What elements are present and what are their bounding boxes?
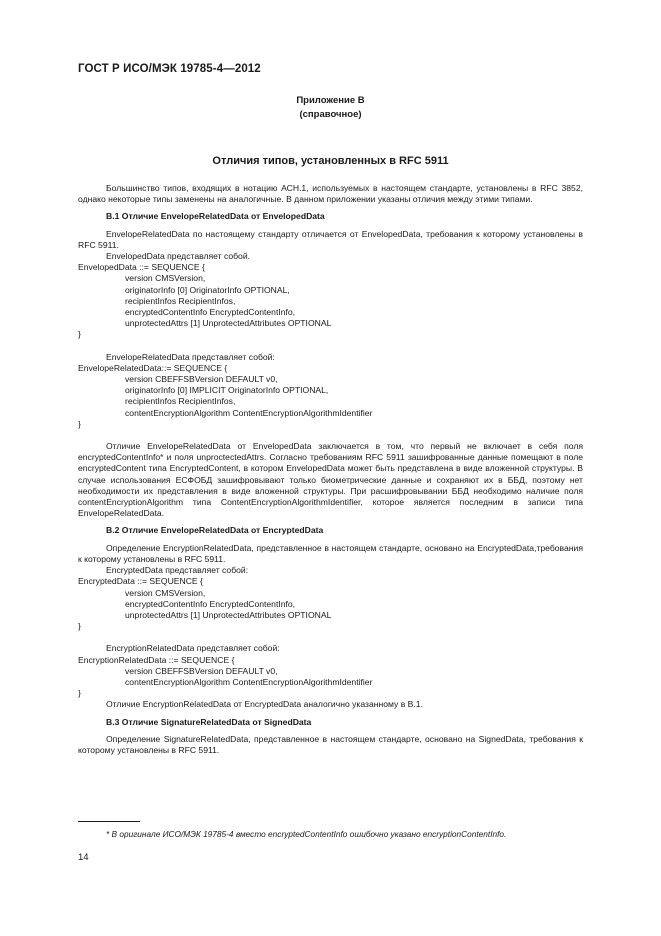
code-line: version CMSVersion, bbox=[125, 587, 206, 598]
page-number: 14 bbox=[78, 852, 89, 863]
code-line: unprotectedAttrs [1] UnprotectedAttributes OPTIONAL bbox=[125, 609, 332, 620]
intro-paragraph: Большинство типов, входящих в нотацию АСН.1, используемых в настоящем стандарте, установлены в RFC 3852, однако некоторые типы заменены на аналогичные. В данном приложении указаны отличия между этими типами. bbox=[78, 183, 583, 205]
b2-code-block-2 bbox=[78, 655, 583, 700]
section-b1-heading: B.1 Отличие EnvelopeRelatedData от EnvelopedData bbox=[106, 211, 325, 222]
standard-header: ГОСТ Р ИСО/МЭК 19785-4—2012 bbox=[78, 63, 261, 75]
b2-code-block-1 bbox=[78, 576, 583, 632]
b1-paragraph-2: EnvelopedData представляет собой. bbox=[106, 251, 251, 262]
code-open: EnvelopeRelatedData::= SEQUENCE { bbox=[78, 362, 228, 373]
annex-title: Отличия типов, установленных в RFC 5911 bbox=[212, 155, 449, 167]
code-line: recipientInfos RecipientInfos, bbox=[125, 295, 236, 306]
b2-paragraph-4: Отличие EncryptionRelatedData от EncryptedData аналогично указанному в B.1. bbox=[106, 699, 423, 710]
code-open: EncryptionRelatedData ::= SEQUENCE { bbox=[78, 654, 235, 665]
b2-paragraph-3: EncryptionRelatedData представляет собой: bbox=[106, 643, 280, 654]
b2-paragraph-1: Определение EncryptionRelatedData, представленное в настоящем стандарте, основано на EncryptedData,требования к которому установлены в RFC 5911. bbox=[78, 542, 583, 564]
code-close: } bbox=[78, 329, 81, 340]
code-open: EnvelopedData ::= SEQUENCE { bbox=[78, 262, 205, 273]
code-line: originatorInfo [0] OriginatorInfo OPTIONAL, bbox=[125, 284, 290, 295]
b2-paragraph-2: EncryptedData представляет собой: bbox=[106, 565, 249, 576]
code-line: originatorInfo [0] IMPLICIT OriginatorInfo OPTIONAL, bbox=[125, 385, 329, 396]
code-line: contentEncryptionAlgorithm ContentEncryptionAlgorithmIdentifier bbox=[125, 407, 373, 418]
code-line: recipientInfos RecipientInfos, bbox=[125, 396, 236, 407]
b1-paragraph-4: Отличие EnvelopeRelatedData от EnvelopedData заключается в том, что первый не включает в себя поля encryptedContentInfo* и поля unproctectedAttrs. Согласно требованиям RFC 5911 зашифрованные данные помещают в поле encryptedContent типа EncryptedContent, в котором EnvelopedData может быть представлена в виде вложенной структуры. В случае использования ЕСФОБД зашифровывают только биометрические данные и сохраняют их в ББД, поэтому нет необходимости их представления в виде вложенной структуры. При расшифровывании ББД необходимо наличие поля contentEncryptionAlgorithm типа ContentEncryptionAlgorithmIdentifier, которое является последним в записи типа EnvelopeRelatedData. bbox=[78, 441, 583, 519]
footnote-divider bbox=[78, 821, 140, 822]
section-b3-heading: B.3 Отличие SignatureRelatedData от SignedData bbox=[106, 716, 312, 727]
code-close: } bbox=[78, 418, 81, 429]
b1-paragraph-3: EnvelopeRelatedData представляет собой: bbox=[106, 351, 275, 362]
footnote: * В оригинале ИСО/МЭК 19785-4 вместо encryptedContentInfo ошибочно указано encryptionContentInfo. bbox=[106, 829, 507, 839]
code-close: } bbox=[78, 621, 81, 632]
b1-code-block-1 bbox=[78, 262, 583, 340]
code-line: encryptedContentInfo EncryptedContentInfo, bbox=[125, 307, 296, 318]
code-line: version CMSVersion, bbox=[125, 273, 206, 284]
annex-body bbox=[78, 183, 583, 756]
code-open: EncryptedData ::= SEQUENCE { bbox=[78, 576, 203, 587]
b3-paragraph-1: Определение SignatureRelatedData, представленное в настоящем стандарте, основано на SignedData, требования к которому установлены в RFC 5911. bbox=[78, 733, 583, 755]
code-line: encryptedContentInfo EncryptedContentInfo, bbox=[125, 598, 296, 609]
section-b2-heading: B.2 Отличие EnvelopeRelatedData от EncryptedData bbox=[106, 525, 324, 536]
b1-code-block-2 bbox=[78, 363, 583, 430]
code-line: version CBEFFSBVersion DEFAULT v0, bbox=[125, 374, 278, 385]
annex-label: Приложение B bbox=[296, 95, 365, 106]
annex-type: (справочное) bbox=[299, 109, 362, 120]
code-line: version CBEFFSBVersion DEFAULT v0, bbox=[125, 665, 278, 676]
b1-paragraph-1: EnvelopeRelatedData по настоящему стандарту отличается от EnvelopedData, требования к которому установлены в RFC 5911. bbox=[78, 228, 583, 250]
code-line: contentEncryptionAlgorithm ContentEncryptionAlgorithmIdentifier bbox=[125, 676, 373, 687]
code-close: } bbox=[78, 688, 81, 699]
code-line: unprotectedAttrs [1] UnprotectedAttributes OPTIONAL bbox=[125, 318, 332, 329]
